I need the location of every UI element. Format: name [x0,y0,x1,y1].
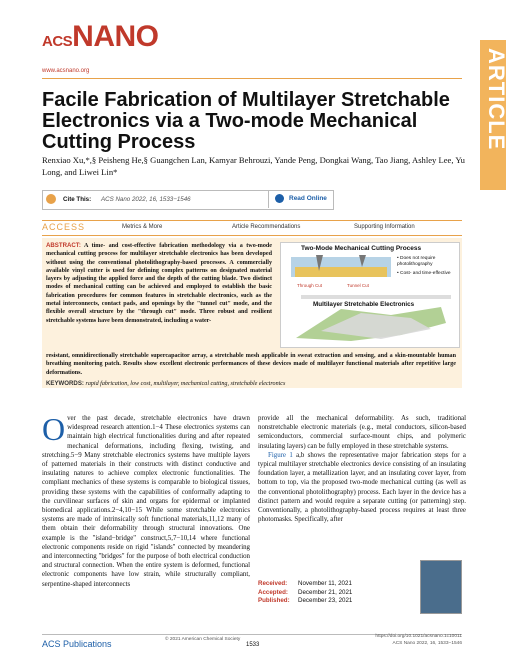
journal-reference: ACS Nano 2022, 16, 1533−1546 [392,640,462,646]
section-tab [480,40,509,190]
read-online-icon [275,194,284,203]
body-paragraph-2-text: a,b shows the representative major fabrication steps for a typical multilayer stretchable electronics device consisting of an insulating foundation layer, a metallization layer, and an insulating cover layer, from bottom to top, via the proposed two-mode mechanical cutting (as well as the conventional photolithography) process. Each layer in the device has a distinct pattern and would require a separate cutting (or patterning) step. Conventionally, a photolithography-based process requires at least three photomasks. Specifically, after [258,451,466,524]
cite-icon [46,194,56,204]
access-label: ACCESS [42,222,86,232]
access-bar [42,220,462,236]
body-column-right [258,414,466,524]
through-cut-label: Through Cut [297,283,323,288]
abstract-continued: resistant, omnidirectionally stretchable supercapacitor array, a stretchable mesh applicable in sweat extraction and sensing, and a skin-mountable human breathing monitoring patch. Results show excellent electronic performances of these devices made of multilayer functional materials after repetitive large deformations. [46,353,456,376]
section-label: ARTICLE [484,48,509,151]
abstract-text: A time- and cost-effective fabrication methodology via a two-mode mechanical cutting process for multilayer stretchable electronics has been developed without using the conventional photolithography-based processes. A commercially available vinyl cutter is used for defining complex patterns on designated material layers by adjusting the applied force and the depth of the cutting blade. Two distinct modes of mechanical cutting can be achieved and employed to establish the basic fabrication procedures for common features in stretchable electronics, such as the metal interconnects, contact pads, and openings by the "tunnel cut" mode, and the flexible overall structure by the "through cut" mode. Three robust and resilient stretchable systems have been demonstrated, including a water- [46,243,272,324]
read-online-button[interactable] [268,190,333,208]
toc-title-electronics: Multilayer Stretchable Electronics [313,301,415,308]
doi-link[interactable]: https://doi.org/10.1021/acsnano.1c10011 [375,634,462,639]
toc-graphic [280,242,460,348]
keywords-label: KEYWORDS: [46,380,84,387]
toc-bullets [397,256,453,277]
keywords-text: rapid fabrication, low cost, multilayer, mechanical cutting, stretchable electronics [85,381,286,387]
body-paragraph-2 [258,451,466,525]
body-text-left: ver the past decade, stretchable electronics have drawn widespread research attention.1−4 These electronics systems can maintain high electrical functionalities during and after repeated mechanical deformations, including flexing, twisting, and stretching.5−9 Many stretchable electronics systems have multiple layers of patterned materials in their constructs with distinct conductive and insulating natures to achieve complex electronic functionalities. The compliant mechanics of these systems is comparable to biological tissues, providing these systems with the capabilities of conformally adapting to the curvilinear surfaces of skin and organs for epidermal or implanted biomedical applications.2−4,10−15 While some stretchable electronics systems are made of intrinsically soft functional materials,11,12 many of them obtain their deformability through structural innovations. One example is the "island−bridge" construct,5,7−10,14 where functional electronic components reside on rigid "islands" connected by meandering and interconnecting "bridges" for the purpose of both electrical conduction and structural connection. When the entire system is deformed, functional electronic components have low strain, while structurally compliant, serpentine-shaped interconnects [42,415,250,588]
accepted-date: December 21, 2021 [298,588,353,596]
drop-cap: O [42,411,66,447]
accepted-label: Accepted: [258,588,288,596]
copyright: © 2021 American Chemical Society [165,637,241,642]
figure-reference-link[interactable]: Figure 1 [268,451,293,459]
tunnel-cut-label: Tunnel Cut [347,283,369,288]
doi-block [360,634,462,647]
journal-name: NANO [72,20,159,53]
toc-title-cutting: Two-Mode Mechanical Cutting Process [301,245,422,252]
abstract [46,242,272,325]
recommendations-link[interactable]: Article Recommendations [232,224,301,230]
article-title: Facile Fabrication of Multilayer Stretchable Electronics via a Two-mode Mechanical Cutting Process [42,89,450,153]
toc-bullet-2: • Cost- and time-effective [397,271,451,276]
published-label: Published: [258,597,290,604]
publication-dates [258,580,408,606]
journal-prefix: ACS [42,33,73,50]
journal-site-link[interactable]: www.acsnano.org [42,68,90,74]
header-rule [42,78,462,79]
body-paragraph-1: provide all the mechanical deformability. As such, traditional nonstretchable electronic materials (e.g., metal conductors, silicon-based semiconductors, commercial surface-mount chips, and polymeric insulating layers) can be fully employed in these stretchable systems. [258,415,466,450]
cite-value: ACS Nano 2022, 16, 1533−1546 [101,196,191,203]
body-column-left [42,411,250,589]
publisher-logo: ACS Publications [42,639,112,649]
read-online-label: Read Online [289,195,327,202]
abstract-label: ABSTRACT: [46,242,81,249]
author-list: Renxiao Xu,*,§ Peisheng He,§ Guangchen Lan, Kamyar Behrouzi, Yande Peng, Dongkai Wang, Tao Jiang, Ashley Lee, Yu Long, and Liwei Lin* [42,155,465,177]
received-label: Received: [258,580,288,587]
toc-bullet-1: • Does not require photolithography [397,256,436,267]
journal-logo [42,22,159,52]
received-date: November 11, 2021 [298,580,352,587]
cite-label: Cite This: [63,196,92,203]
metrics-link[interactable]: Metrics & More [122,224,163,230]
keywords [46,380,456,388]
journal-cover-thumbnail [420,560,462,614]
page-number: 1533 [246,642,260,648]
published-date: December 23, 2021 [298,597,353,604]
supporting-info-link[interactable]: Supporting Information [354,224,415,230]
